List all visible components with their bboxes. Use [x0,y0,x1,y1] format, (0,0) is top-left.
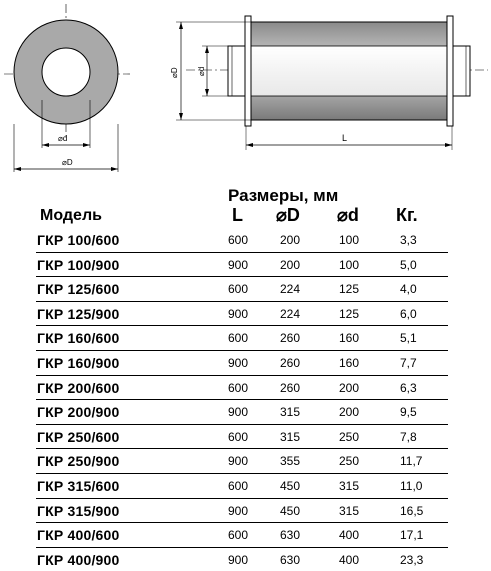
table-row [36,449,448,474]
weight-cell: 7,7 [400,355,417,370]
table-row [36,326,448,351]
outer-diameter-cell: 355 [280,454,301,469]
model-cell: ГКР 400/600 [37,527,120,544]
table-row [36,302,448,327]
table-row [36,523,448,548]
table-row [36,548,448,571]
weight-cell: 23,3 [400,552,424,567]
table-row [36,499,448,524]
outer-diameter-cell: 200 [280,233,301,247]
model-cell: ГКР 400/900 [37,551,120,568]
inner-diameter-cell: 160 [339,355,360,370]
inner-diameter-cell: 200 [339,405,360,420]
table-row [36,474,448,499]
model-cell: ГКР 250/900 [37,453,120,470]
side-outer-dimension-label: ⌀D [170,67,179,78]
weight-cell: 7,8 [400,429,417,444]
table-heading: Размеры, мм [228,186,339,205]
side-length-dimension-label: L [342,133,348,143]
outer-diameter-cell: 200 [280,257,301,272]
length-cell: 600 [228,429,249,444]
right-spigot [453,46,470,96]
model-cell: ГКР 160/900 [37,354,120,371]
model-cell: ГКР 100/900 [37,256,120,273]
specifications-table [36,228,448,571]
silencer-core [251,46,447,96]
weight-cell: 6,0 [400,306,417,321]
length-cell: 600 [228,380,249,395]
length-cell: 900 [228,503,249,518]
inner-diameter-cell: 160 [339,331,360,346]
inner-diameter-cell: 250 [339,429,360,444]
length-cell: 900 [228,552,249,567]
weight-cell: 5,0 [400,257,417,272]
outer-diameter-cell: 630 [280,528,301,543]
outer-diameter-cell: 450 [280,478,301,493]
outer-diameter-cell: 260 [280,355,301,370]
outer-diameter-cell: 260 [280,331,301,346]
outer-diameter-cell: 224 [280,282,301,297]
side-view [170,16,488,150]
weight-cell: 16,5 [400,503,424,518]
model-cell: ГКР 315/600 [37,477,120,494]
length-cell: 600 [228,282,249,297]
model-cell: ГКР 315/900 [37,502,120,519]
side-inner-dimension-label: ⌀d [197,66,206,76]
inner-diameter-cell: 250 [339,454,360,469]
table-row [36,376,448,401]
table-row [36,253,448,278]
model-cell: ГКР 125/600 [37,281,120,298]
inner-diameter-cell: 315 [339,478,360,493]
technical-drawing [0,0,491,190]
weight-cell: 3,3 [400,233,417,247]
front-outer-dimension-label: ⌀D [62,158,73,167]
table-row [36,400,448,425]
front-view [4,4,130,172]
model-cell: ГКР 200/600 [37,379,120,396]
column-header-outer-diameter: ⌀D [276,205,300,225]
model-cell: ГКР 100/600 [37,232,120,248]
length-cell: 900 [228,257,249,272]
table-row [36,351,448,376]
column-header-model: Модель [40,207,102,224]
column-header-weight: Кг. [396,205,418,225]
table-row [36,277,448,302]
weight-cell: 17,1 [400,528,424,543]
model-cell: ГКР 200/900 [37,404,120,421]
table-row [36,228,448,253]
inner-diameter-cell: 100 [339,257,360,272]
length-cell: 900 [228,306,249,321]
inner-diameter-cell: 400 [339,528,360,543]
outer-diameter-cell: 450 [280,503,301,518]
outer-diameter-cell: 315 [280,405,301,420]
length-cell: 900 [228,355,249,370]
left-spigot [228,46,245,96]
outer-diameter-cell: 260 [280,380,301,395]
model-cell: ГКР 160/600 [37,330,120,347]
model-cell: ГКР 125/900 [37,305,120,322]
front-inner-dimension-label: ⌀d [58,134,68,143]
outer-diameter-cell: 630 [280,552,301,567]
inner-diameter-cell: 125 [339,282,360,297]
weight-cell: 5,1 [400,331,417,346]
column-header-length: L [232,205,243,225]
right-flange [447,16,453,126]
inner-diameter-cell: 315 [339,503,360,518]
weight-cell: 11,7 [400,454,423,469]
length-cell: 600 [228,233,249,247]
inner-diameter-cell: 400 [339,552,360,567]
weight-cell: 4,0 [400,282,417,297]
weight-cell: 11,0 [400,478,423,493]
inner-diameter-cell: 125 [339,306,360,321]
weight-cell: 9,5 [400,405,417,420]
weight-cell: 6,3 [400,380,417,395]
length-cell: 600 [228,478,249,493]
length-cell: 900 [228,454,249,469]
left-flange [245,16,251,126]
model-cell: ГКР 250/600 [37,428,120,445]
length-cell: 600 [228,528,249,543]
outer-diameter-cell: 224 [280,306,301,321]
column-header-inner-diameter: ⌀d [337,205,359,225]
length-cell: 600 [228,331,249,346]
length-cell: 900 [228,405,249,420]
inner-diameter-cell: 200 [339,380,360,395]
outer-diameter-cell: 315 [280,429,301,444]
inner-opening [42,48,90,96]
inner-diameter-cell: 100 [339,233,360,247]
table-row [36,425,448,450]
